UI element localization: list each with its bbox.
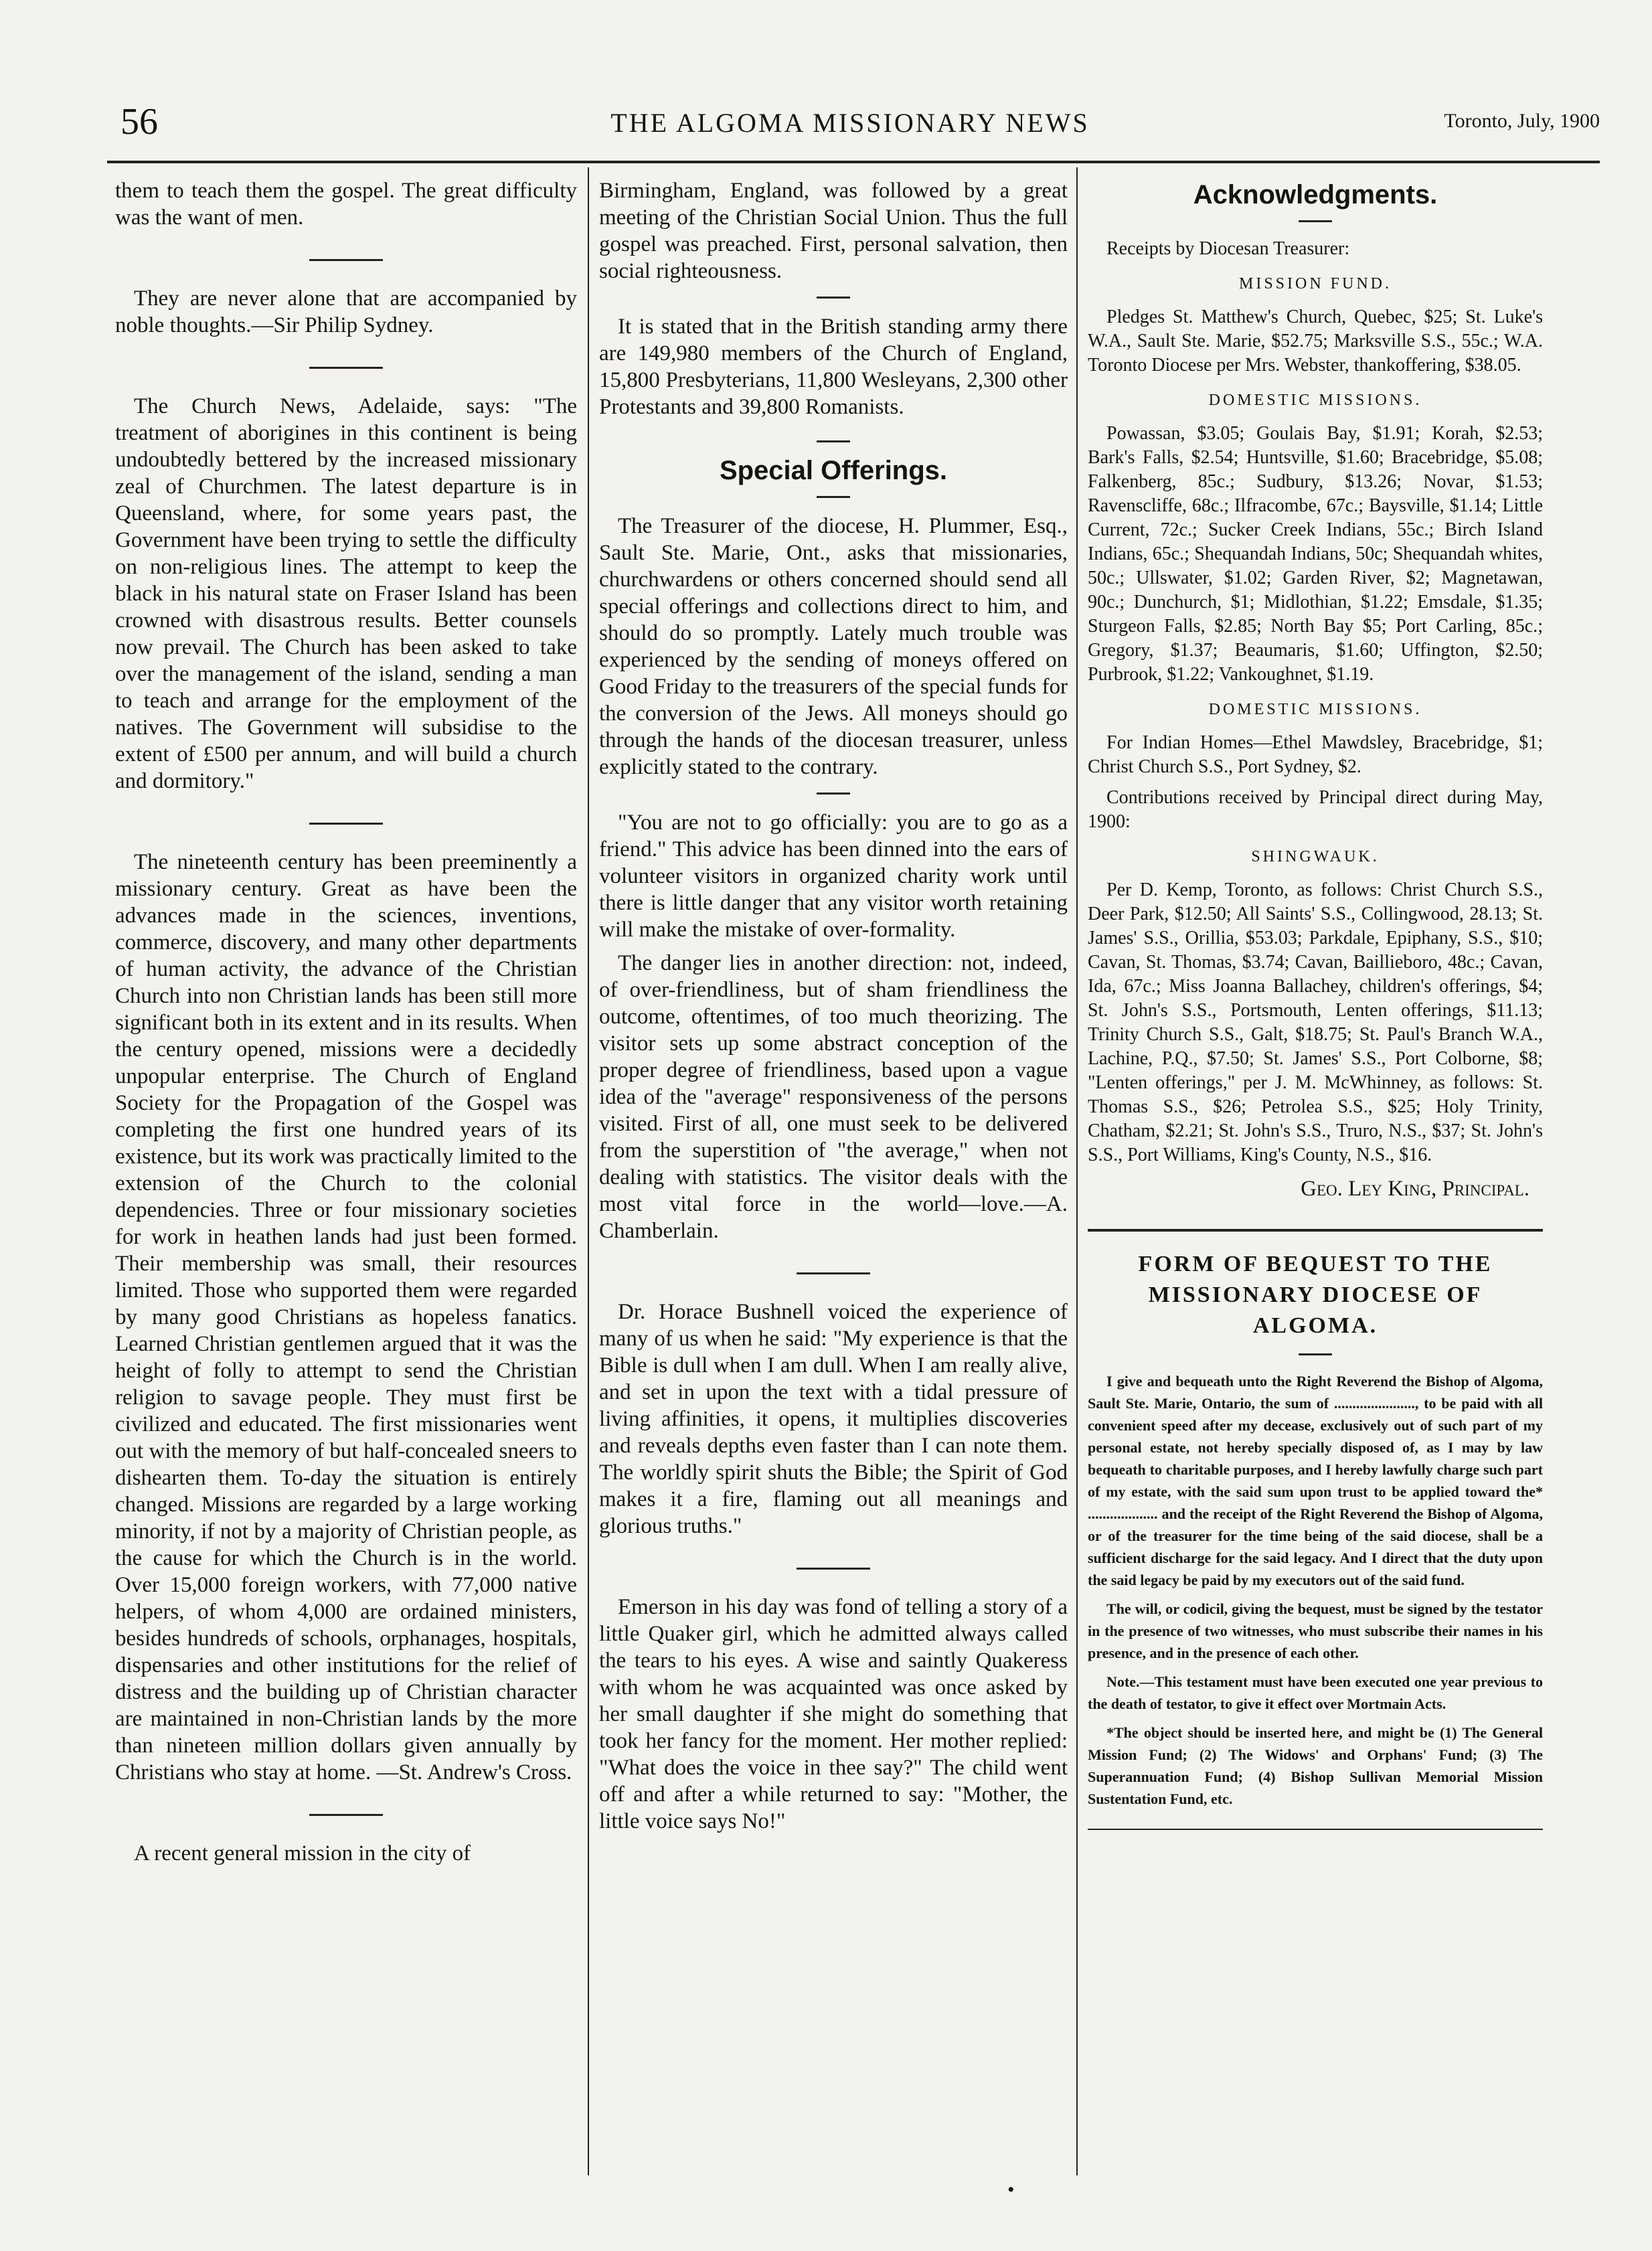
article-paragraph: The Treasurer of the diocese, H. Plummer, Esq., Sault Ste. Marie, Ont., asks that missionaries, churchwardens or others concerned should send all special offerings and collections direct to him, and should do so promptly. Lately much trouble was experienced by the sending of moneys offered on Good Friday to the treasurers of the special funds for the conversion of the Jews. All moneys should go through the hands of the diocesan treasurer, unless explicitly stated to the contrary.: [599, 514, 1068, 779]
article-paragraph: The Church News, Adelaide, says: "The treatment of aborigines in this continent is being undoubtedly bettered by the increased missionary zeal of Churchmen. The latest departure is in Queensland, where, for some years past, the Government have been trying to settle the difficulty on non-religious lines. The attempt to keep the black in his natural state on Fraser Island has been crowned with disastrous results. Better counsels now prevail. The Church has been asked to take over the management of the island, sending a man to teach and arrange for the employment of the natives. The Government will subsidise to the extent of £500 per annum, and will build a church and dormitory.": [115, 394, 577, 793]
bequest-paragraph: I give and bequeath unto the Right Reverend the Bishop of Algoma, Sault Ste. Marie, Ontario, the sum of ......................, to be paid with all convenient speed after my decease, exclusively out of such part of my personal estate, not hereby specially disposed of, as I may by law bequeath to charitable purposes, and I hereby lawfully charge such part of my estate, with the said sum upon trust to be applied toward the* ................... and the receipt of the Right Reverend the Bishop of Algoma, or of the treasurer for the time being of the said diocese, shall be a sufficient discharge for the said legacy. And I direct that the duty upon the said legacy be paid by my executors out of the said fund.: [1088, 1373, 1543, 1588]
section-divider: [797, 1272, 870, 1274]
article-paragraph: A recent general mission in the city of: [134, 1841, 471, 1865]
section-divider: [309, 367, 383, 369]
column-left: [115, 177, 577, 1873]
page-header: [100, 100, 1600, 154]
ack-section-text: Contributions received by Principal direct during May, 1900:: [1088, 787, 1543, 832]
section-divider: [817, 440, 850, 442]
article-paragraph: The danger lies in another direction: not, indeed, of over-friendliness, but of sham friendliness the outcome, oftentimes, of too much theorizing. The visitor sets up some abstract conception of the proper degree of friendliness, based upon a vague idea of the "average" responsiveness of the persons visited. First of all, one must seek to be delivered from the superstition of "the average," when not dealing with statistics. The visitor deals with the most vital force in the world—love.—A. Chamberlain.: [599, 951, 1068, 1243]
bequest-box: [1088, 1229, 1543, 1830]
article-paragraph: The nineteenth century has been preeminently a missionary century. Great as have been the advances made in the sciences, inventions, commerce, discovery, and many other departments of human activity, the advance of the Christian Church into non Christian lands has been still more significant both in its extent and in its results. When the century opened, missions were a decidedly unpopular enterprise. The Church of England Society for the Propagation of the Gospel was completing the first one hundred years of its existence, but its work was practically limited to the extension of the Church to the colonial dependencies. Three or four missionary societies for work in heathen lands had just been formed. Their membership was small, their resources limited. Those who supported them were regarded by many good Christians as hopeless fanatics. Learned Christian gentlemen argued that it was the height of folly to attempt to send the Christian religion to savage people. They must first be civilized and educated. The first missionaries went out with the memory of but half-concealed sneers to dishearten them. To-day the situation is entirely changed. Missions are regarded by a large working minority, if not by a majority of Christian people, as the cause for which the Church is in the world. Over 15,000 foreign workers, with 77,000 native helpers, of whom 4,000 are ordained ministers, besides hundreds of schools, orphanages, hospitals, dispensaries and other institutions for the relief of distress and the building up of Christian character are maintained in non-Christian lands by the more than nineteen million dollars given annually by Christians who stay at home. —St. Andrew's Cross.: [115, 850, 577, 1784]
ack-section-title: SHINGWAUK.: [1251, 848, 1380, 865]
article-paragraph: Dr. Horace Bushnell voiced the experience of many of us when he said: "My experience is that the Bible is dull when I am dull. When I am really alive, and set in upon the text with a tidal pressure of living affinities, it opens, it multiplies discoveries and reveals depths even faster than I can note them. The worldly spirit shuts the Bible; the Spirit of God makes it a fire, flaming out all meanings and glorious truths.": [599, 1300, 1068, 1538]
section-divider: [1299, 220, 1332, 222]
acknowledgments-heading: Acknowledgments.: [1193, 180, 1438, 210]
section-divider: [817, 297, 850, 299]
column-middle: [599, 177, 1068, 1841]
section-divider: [817, 496, 850, 498]
article-paragraph: Emerson in his day was fond of telling a story of a little Quaker girl, which he admitted always called the tears to his eyes. A wise and saintly Quakeress with whom he was acquainted was once asked by her small daughter if she might do something that took her fancy for the moment. Her mother replied: "What does the voice in thee say?" The child went off and after a while returned to say: "Mother, the little voice says No!": [599, 1595, 1068, 1833]
ack-intro: Receipts by Diocesan Treasurer:: [1106, 238, 1350, 259]
header-rule: [107, 161, 1600, 163]
section-divider: [797, 1568, 870, 1570]
article-paragraph: Birmingham, England, was followed by a great meeting of the Christian Social Union. Thus the full gospel was preached. First, personal salvation, then social righteousness.: [599, 179, 1068, 283]
ack-section-text: Pledges St. Matthew's Church, Quebec, $25; St. Luke's W.A., Sault Ste. Marie, $52.75; Marksville S.S., 55c.; W.A. Toronto Diocese per Mrs. Webster, thankoffering, $38.05.: [1088, 307, 1543, 376]
article-paragraph: them to teach them the gospel. The great difficulty was the want of men.: [115, 179, 577, 230]
ack-section-text: For Indian Homes—Ethel Mawdsley, Bracebridge, $1; Christ Church S.S., Port Sydney, $2.: [1088, 732, 1543, 777]
bequest-paragraph: Note.—This testament must have been executed one year previous to the death of testator, to give it effect over Mortmain Acts.: [1088, 1673, 1543, 1712]
page-mark: •: [1007, 2179, 1015, 2201]
quote-paragraph: They are never alone that are accompanied by noble thoughts.—Sir Philip Sydney.: [115, 286, 577, 337]
article-paragraph: It is stated that in the British standing army there are 149,980 members of the Church of England, 15,800 Presbyterians, 11,800 Wesleyans, 2,300 other Protestants and 39,800 Romanists.: [599, 315, 1068, 419]
ack-section-text: Powassan, $3.05; Goulais Bay, $1.91; Korah, $2.53; Bark's Falls, $2.54; Huntsville, $1.60; Bracebridge, $5.08; Falkenberg, 85c.; Sudbury, $13.26; Novar, $1.53; Ravenscliffe, 68c.; Ilfracombe, 67c.; Baysville, $1.14; Little Current, 72c.; Sucker Creek Indians, 55c.; Birch Island Indians, 65c.; Shequandah Indians, 50c; Shequandah whites, 50c.; Ullswater, $1.02; Garden River, $2; Magnetawan, 90c.; Dunchurch, $1; Midlothian, $1.22; Emsdale, $1.35; Sturgeon Falls, $2.85; North Bay $5; Port Carling, 85c.; Gregory, $1.37; Beaumaris, $1.60; Uffington, $2.50; Purbrook, $1.22; Vankoughnet, $1.19.: [1088, 423, 1543, 685]
ack-section-text: Per D. Kemp, Toronto, as follows: Christ Church S.S., Deer Park, $12.50; All Saints' S.S., Collingwood, 28.13; St. James' S.S., Orillia, $53.03; Parkdale, Epiphany, S.S., $10; Cavan, St. Thomas, $3.74; Cavan, Baillieboro, 48c.; Cavan, Ida, 67c.; Miss Joanna Ballachey, children's offerings, $4; St. John's S.S., Portsmouth, Lenten offerings, $11.13; Trinity Church S.S., Galt, $18.75; St. Paul's Branch W.A., Lachine, P.Q., $7.50; St. James' S.S., Port Colborne, $8; "Lenten offerings," per J. M. McWhinney, as follows: St. Thomas S.S., $26; Petrolea S.S., $25; Holy Trinity, Chatham, $2.21; St. John's S.S., Truro, N.S., $37; St. John's S.S., Port Williams, King's County, N.S., $16.: [1088, 880, 1543, 1165]
section-divider: [817, 793, 850, 795]
section-divider: [309, 1814, 383, 1816]
bequest-paragraph: *The object should be inserted here, and might be (1) The General Mission Fund; (2) The Widows' and Orphans' Fund; (3) The Superannuation Fund; (4) Bishop Sullivan Memorial Mission Sustentation Fund, etc.: [1088, 1724, 1543, 1807]
ack-section-title: MISSION FUND.: [1238, 275, 1392, 293]
bequest-body: [1088, 1370, 1543, 1810]
section-divider: [309, 823, 383, 825]
ack-section-title: DOMESTIC MISSIONS.: [1208, 392, 1422, 409]
article-paragraph: "You are not to go officially: you are to go as a friend." This advice has been dinned into the ears of volunteer visitors in organized charity work until there is little danger that any visitor worth retaining will make the mistake of over-formality.: [599, 811, 1068, 942]
special-offerings-heading: Special Offerings.: [719, 456, 948, 485]
bequest-title: FORM OF BEQUEST TO THE MISSIONARY DIOCESE OF ALGOMA.: [1138, 1252, 1493, 1338]
section-divider: [1299, 1353, 1332, 1355]
dateline: Toronto, July, 1900: [1444, 110, 1600, 132]
masthead: THE ALGOMA MISSIONARY NEWS: [610, 108, 1090, 138]
column-rule-1: [588, 167, 589, 2175]
ack-signature: Geo. Ley King, Principal.: [1301, 1177, 1530, 1201]
ack-section-title: DOMESTIC MISSIONS.: [1208, 701, 1422, 718]
column-rule-2: [1076, 167, 1078, 2175]
column-right: [1088, 177, 1543, 1830]
page-number: 56: [120, 101, 158, 143]
bequest-paragraph: The will, or codicil, giving the bequest, must be signed by the testator in the presence of two witnesses, who must subscribe their names in his presence, and in the presence of each other.: [1088, 1600, 1543, 1661]
section-divider: [309, 259, 383, 261]
